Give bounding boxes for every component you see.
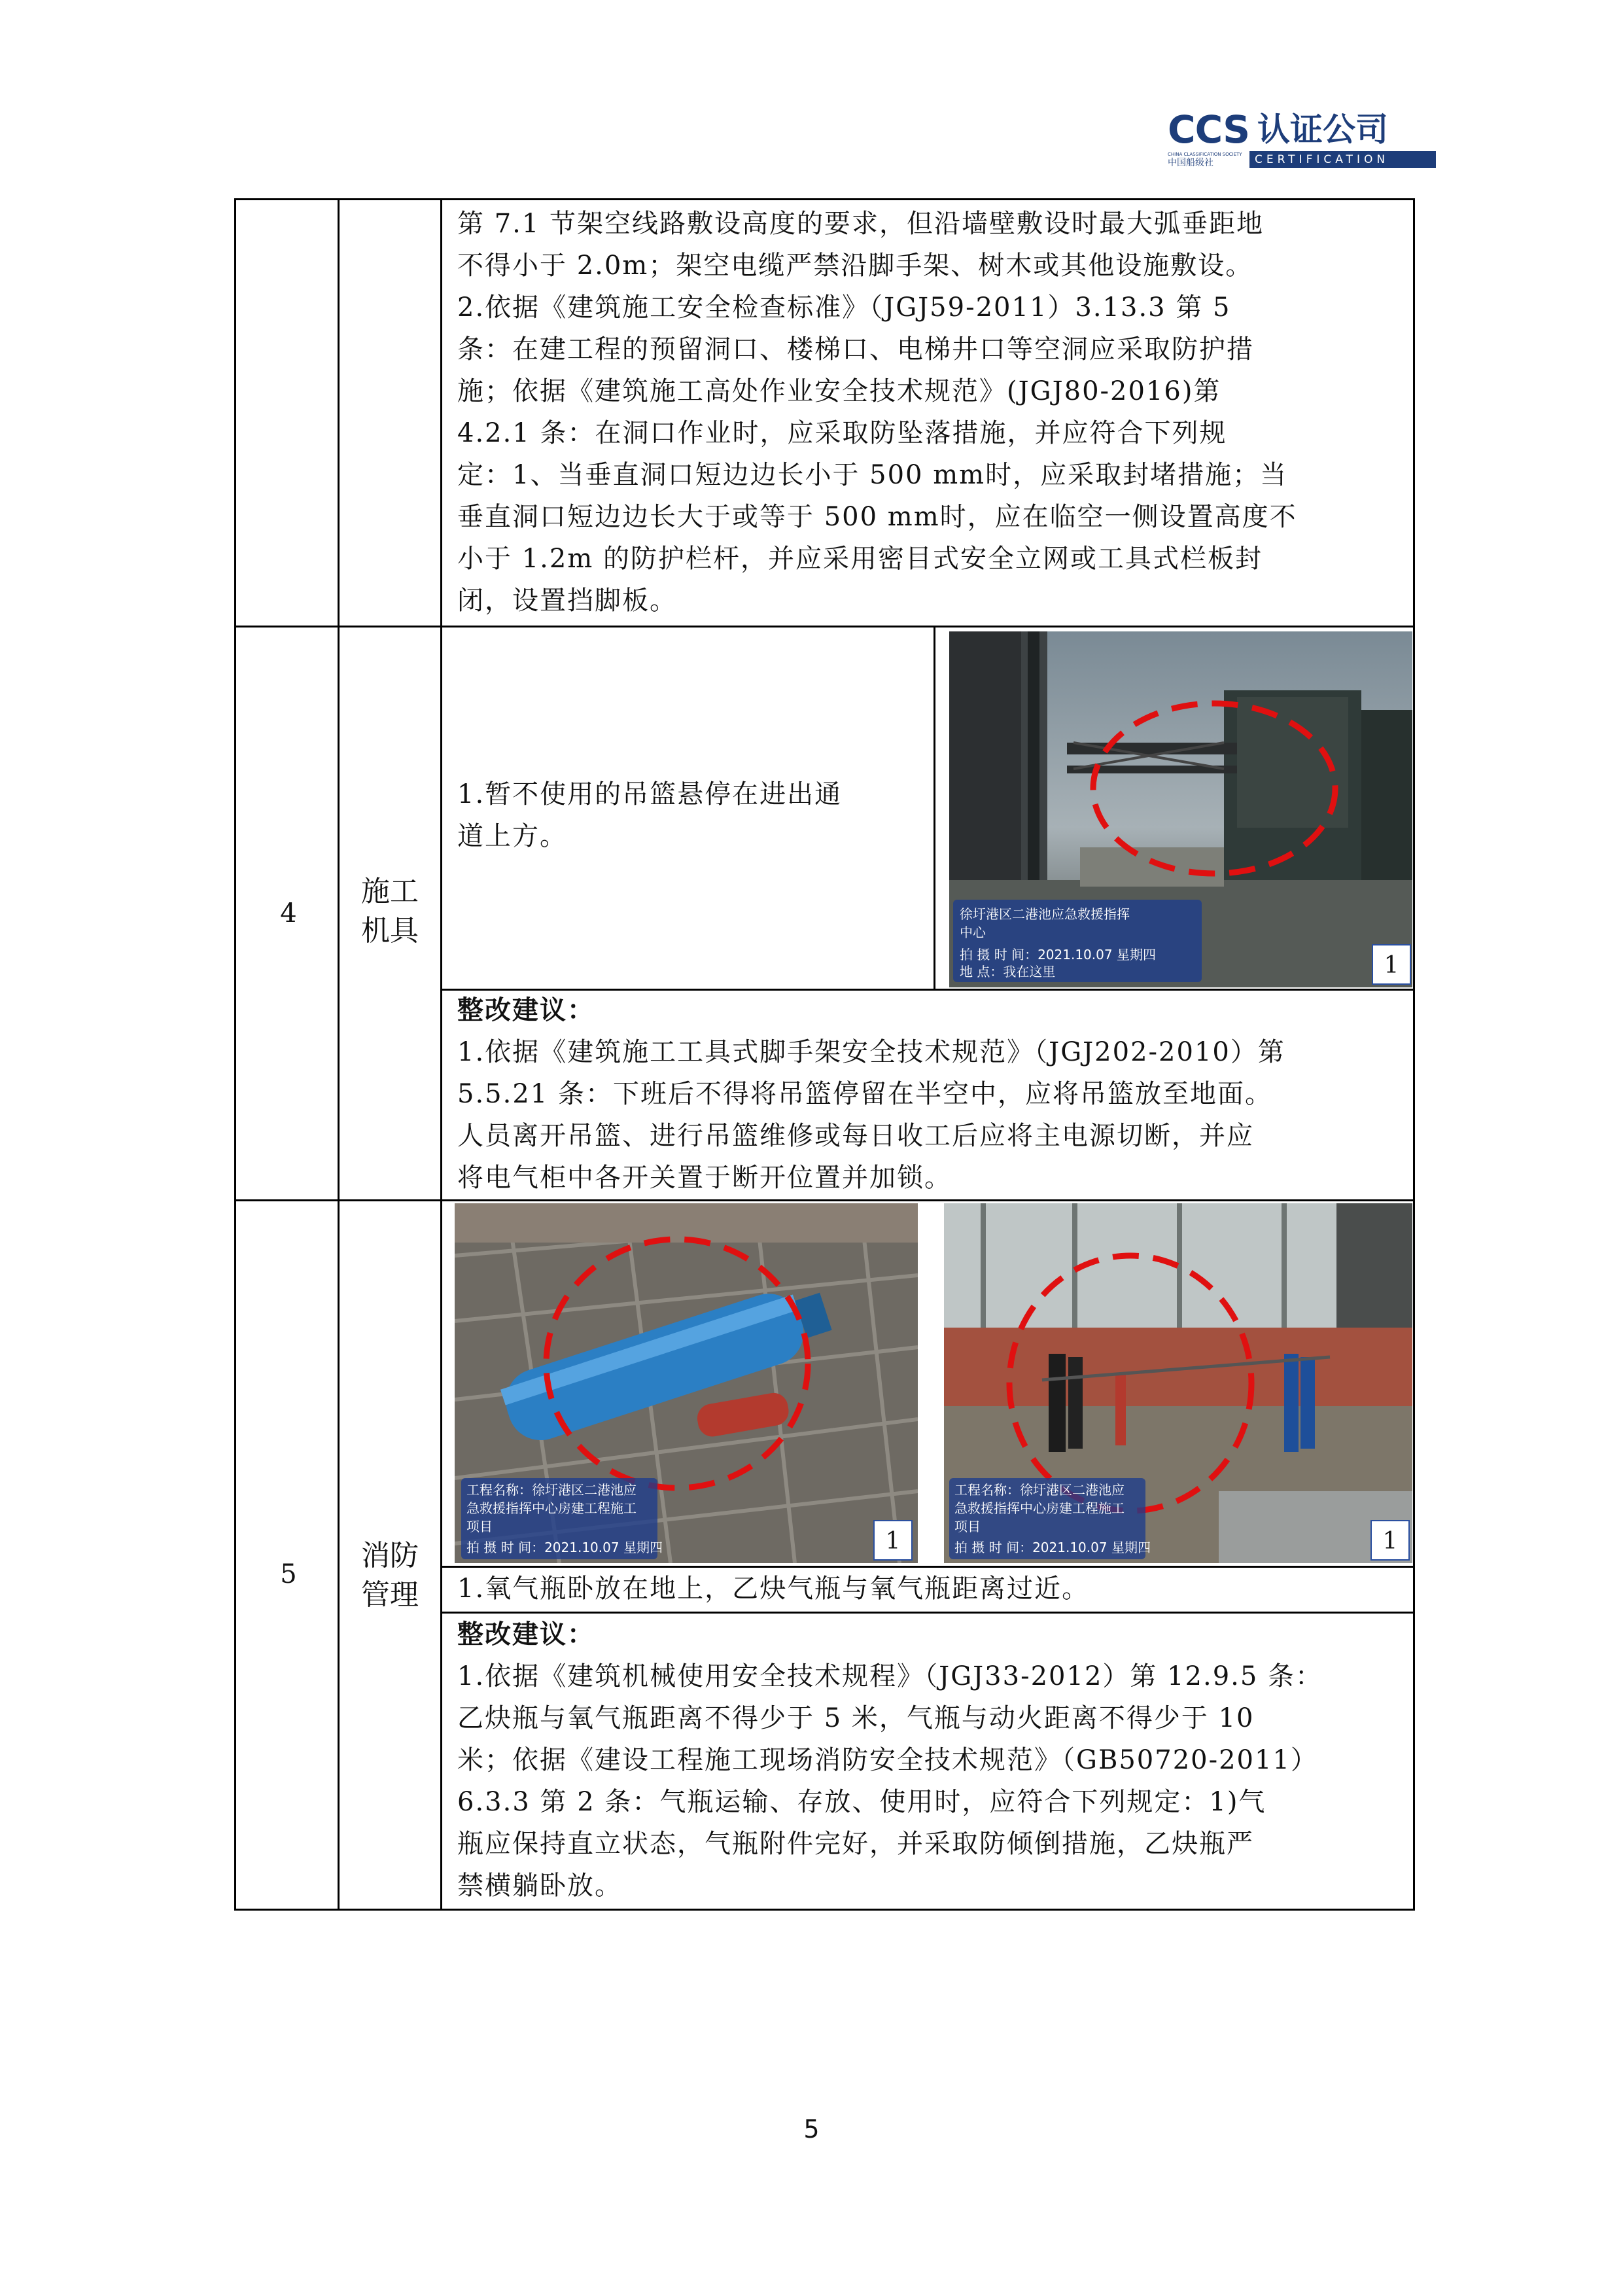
logo-cn-text: 认证公司 <box>1257 111 1388 149</box>
text-line: 小于 1.2m 的防护栏杆，并应采用密目式安全立网或工具式栏板封 <box>457 544 1263 574</box>
text-line: 第 7.1 节架空线路敷设高度的要求，但沿墙壁敷设时最大弧垂距地 <box>457 209 1265 239</box>
text-line: 4.2.1 条：在洞口作业时，应采取防坠落措施，并应符合下列规 <box>457 418 1227 448</box>
photo-badge: 1 <box>1370 1520 1410 1561</box>
logo-certification-bar: CERTIFICATION <box>1249 151 1436 168</box>
ccs-certification-logo <box>1168 107 1436 169</box>
photo-caption: 工程名称：徐圩港区二港池应 <box>466 1482 637 1498</box>
inspection-table <box>234 198 1413 1911</box>
suggest-line: 1.依据《建筑机械使用安全技术规程》（JGJ33-2012）第 12.9.5 条： <box>457 1661 1323 1691</box>
suggest-line: 米；依据《建设工程施工现场消防安全技术规范》（GB50720-2011） <box>457 1745 1318 1775</box>
cylinder-distance-photo <box>944 1203 1412 1563</box>
suggest-line: 6.3.3 第 2 条：气瓶运输、存放、使用时，应符合下列规定：1)气 <box>457 1787 1266 1817</box>
text-line: 不得小于 2.0m；架空电缆严禁沿脚手架、树木或其他设施敷设。 <box>457 251 1253 281</box>
photo-badge: 1 <box>873 1520 913 1561</box>
text-line: 垂直洞口短边边长大于或等于 500 mm时，应在临空一侧设置高度不 <box>457 502 1297 532</box>
issue-text: 1.暂不使用的吊篮悬停在进出通 <box>457 779 843 809</box>
text-line: 定：1、当垂直洞口短边边长小于 500 mm时，应采取封堵措施；当 <box>457 460 1288 490</box>
row-number: 4 <box>280 898 297 928</box>
photo-caption: 徐圩港区二港池应急救援指挥 <box>960 906 1130 922</box>
photo-time: 拍 摄 时 间：2021.10.07 星期四 <box>466 1540 663 1555</box>
suggest-title: 整改建议： <box>457 1619 595 1650</box>
photo-caption: 急救援指挥中心房建工程施工 <box>954 1500 1125 1516</box>
photo-caption: 急救援指挥中心房建工程施工 <box>466 1500 637 1516</box>
photo-time: 拍 摄 时 间：2021.10.07 星期四 <box>960 947 1156 963</box>
suggest-line: 1.依据《建筑施工工具式脚手架安全技术规范》（JGJ202-2010）第 <box>457 1037 1285 1067</box>
row-number: 5 <box>280 1559 297 1589</box>
photo-place: 地 点：我在这里 <box>960 964 1056 980</box>
issue-text: 1.氧气瓶卧放在地上，乙炔气瓶与氧气瓶距离过近。 <box>457 1574 1090 1604</box>
logo-small-text: CHINA CLASSIFICATION SOCIETY 中国船级社 <box>1168 151 1242 168</box>
logo-ccs-text: CCS <box>1168 107 1249 152</box>
gondola-photo <box>949 631 1412 987</box>
suggest-line: 将电气柜中各开关置于断开位置并加锁。 <box>457 1163 952 1193</box>
photo-caption: 项目 <box>466 1519 493 1534</box>
page-number: 5 <box>803 2115 820 2144</box>
text-line: 闭，设置挡脚板。 <box>457 586 677 616</box>
suggest-line: 5.5.21 条：下班后不得将吊篮停留在半空中，应将吊篮放至地面。 <box>457 1079 1272 1109</box>
text-line: 施；依据《建筑施工高处作业安全技术规范》(JGJ80-2016)第 <box>457 376 1221 406</box>
text-line: 2.依据《建筑施工安全检查标准》（JGJ59-2011）3.13.3 第 5 <box>457 292 1231 323</box>
text-line: 条：在建工程的预留洞口、楼梯口、电梯井口等空洞应采取防护措 <box>457 334 1254 364</box>
oxygen-cylinder-photo <box>455 1203 918 1563</box>
suggest-line: 禁横躺卧放。 <box>457 1871 622 1901</box>
suggest-line: 乙炔瓶与氧气瓶距离不得少于 5 米，气瓶与动火距离不得少于 10 <box>457 1703 1255 1733</box>
suggest-line: 人员离开吊篮、进行吊篮维修或每日收工后应将主电源切断，并应 <box>457 1121 1254 1151</box>
row-category: 施工 机具 <box>361 875 419 947</box>
row-category: 消防 管理 <box>361 1539 419 1612</box>
suggest-line: 瓶应保持直立状态，气瓶附件完好，并采取防倾倒措施，乙炔瓶严 <box>457 1829 1254 1859</box>
photo-badge: 1 <box>1372 944 1411 985</box>
photo-time: 拍 摄 时 间：2021.10.07 星期四 <box>954 1540 1151 1555</box>
photo-caption: 中心 <box>960 925 986 940</box>
suggest-title: 整改建议： <box>457 995 595 1025</box>
issue-text: 道上方。 <box>457 821 567 851</box>
photo-caption: 工程名称：徐圩港区二港池应 <box>954 1482 1125 1498</box>
photo-caption: 项目 <box>954 1519 981 1534</box>
